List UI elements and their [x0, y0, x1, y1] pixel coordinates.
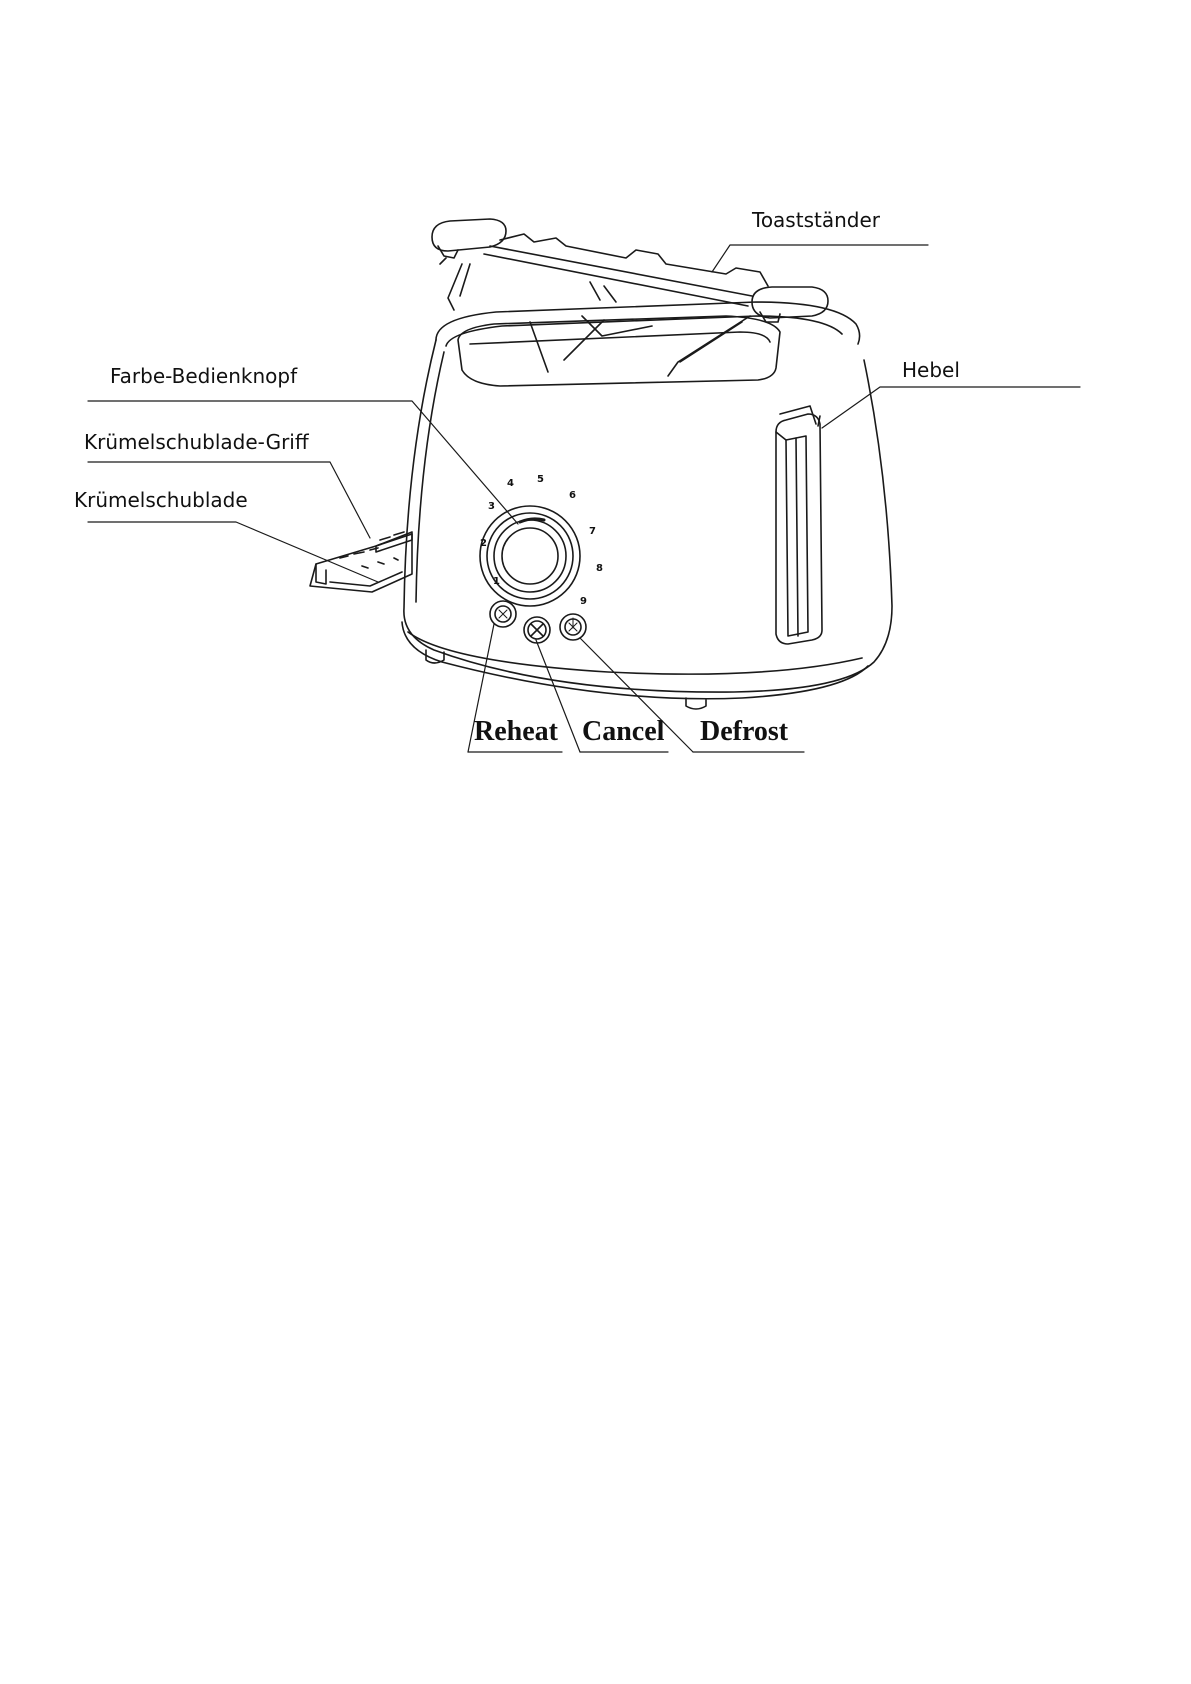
toaster-body — [402, 302, 892, 709]
dial-number-2: 2 — [480, 538, 487, 549]
dial-number-9: 9 — [580, 596, 587, 607]
dial-number-1: 1 — [493, 576, 500, 587]
label-color-knob: Farbe-Bedienknopf — [110, 364, 298, 388]
label-defrost: Defrost — [700, 716, 789, 747]
label-toastrack: Toastständer — [752, 208, 880, 232]
crumb-tray-drawing — [310, 532, 412, 592]
dial-number-6: 6 — [569, 490, 576, 501]
label-cancel: Cancel — [582, 716, 665, 747]
label-crumb-tray: Krümelschublade — [74, 488, 248, 512]
foot-right — [686, 698, 706, 709]
dial-number-8: 8 — [596, 563, 603, 574]
buttons-drawing — [490, 601, 586, 643]
lever-drawing — [776, 406, 822, 644]
toast-rack — [432, 219, 828, 376]
label-reheat: Reheat — [474, 716, 558, 747]
dial-number-4: 4 — [507, 478, 514, 489]
dial-number-5: 5 — [537, 474, 544, 485]
browning-dial — [480, 506, 580, 606]
dial-number-3: 3 — [488, 501, 495, 512]
label-lever: Hebel — [902, 358, 960, 382]
dial-number-7: 7 — [589, 526, 596, 537]
label-crumb-tray-handle: Krümelschublade-Griff — [84, 430, 309, 454]
